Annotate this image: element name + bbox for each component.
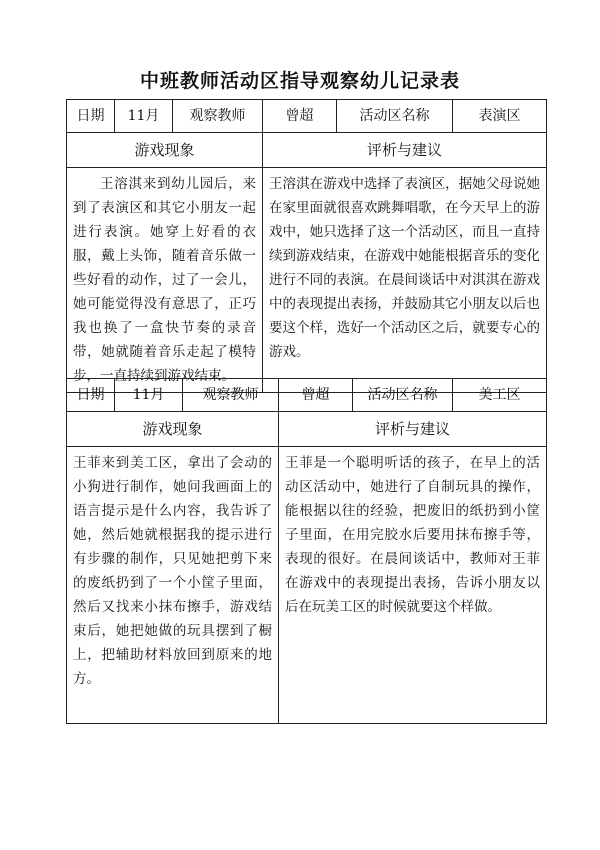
analysis-text: 王溶淇在游戏中选择了表演区，据她父母说她在家里面就很喜欢跳舞唱歌，在今天早上的游戏中，她只选择了这一个活动区，而且一直持续到游戏结束，在游戏中她能根据音乐的变化进行不同的表演。在晨间谈话中对淇淇在游戏中的表现提出表扬，并鼓励其它小朋友以后也要这个样，选好一个活动区之后，就要专心的游戏。 — [263, 168, 547, 393]
area-value: 美工区 — [453, 379, 547, 412]
phenomenon-header: 游戏现象 — [67, 133, 263, 168]
date-label: 日期 — [67, 379, 115, 412]
teacher-label: 观察教师 — [173, 100, 263, 133]
phenomenon-text: 王溶淇来到幼儿园后，来到了表演区和其它小朋友一起进行表演。她穿上好看的衣服，戴上头饰，随着音乐做一些好看的动作，过了一会儿，她可能觉得没有意思了，正巧我也换了一盒快节奏的录音带，她就随着音乐走起了模特步，一直持续到游戏结束。 — [67, 168, 263, 393]
record-table-1 — [66, 99, 547, 393]
date-label: 日期 — [67, 100, 115, 133]
date-value: 11月 — [115, 100, 173, 133]
analysis-header: 评析与建议 — [263, 133, 547, 168]
teacher-value: 曾超 — [263, 100, 337, 133]
date-value: 11月 — [115, 379, 183, 412]
area-value: 表演区 — [453, 100, 547, 133]
phenomenon-header: 游戏现象 — [67, 412, 279, 447]
phenomenon-text: 王菲来到美工区，拿出了会动的小狗进行制作，她问我画面上的语言提示是什么内容，我告诉了她，然后她就根据我的提示进行有步骤的制作，只见她把剪下来的废纸扔到了一个小筐子里面，然后又找来小抹布擦手，游戏结束后，她把她做的玩具摆到了橱上，把辅助材料放回到原来的地方。 — [67, 447, 279, 724]
area-name-label: 活动区名称 — [353, 379, 453, 412]
analysis-header: 评析与建议 — [279, 412, 547, 447]
page-title: 中班教师活动区指导观察幼儿记录表 — [139, 70, 460, 92]
teacher-value: 曾超 — [279, 379, 353, 412]
teacher-label: 观察教师 — [183, 379, 279, 412]
record-table-2 — [66, 378, 547, 724]
analysis-text: 王菲是一个聪明听话的孩子，在早上的活动区活动中，她进行了自制玩具的操作，能根据以往的经验，把废旧的纸扔到小筐子里面，在用完胶水后要用抹布擦手等，表现的很好。在晨间谈话中，教师对王菲在游戏中的表现提出表扬，告诉小朋友以后在玩美工区的时候就要这个样做。 — [279, 447, 547, 724]
area-name-label: 活动区名称 — [337, 100, 453, 133]
